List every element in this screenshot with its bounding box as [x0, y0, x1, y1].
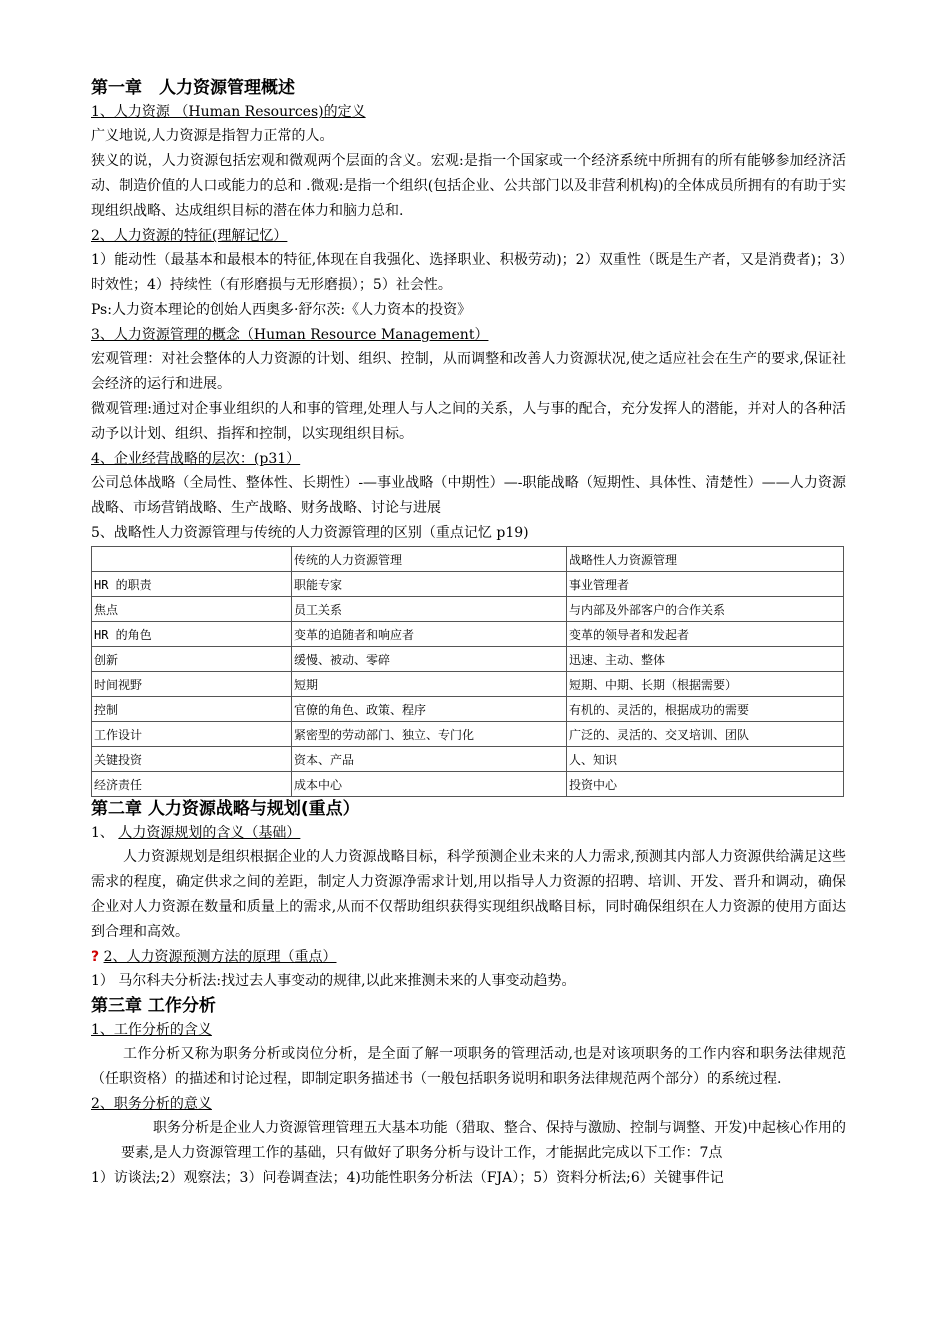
table-row	[92, 647, 844, 672]
table-header-cell: 战略性人力资源管理	[567, 547, 844, 572]
table-header-cell	[92, 547, 292, 572]
table-cell: 事业管理者	[567, 572, 844, 597]
ch1-s3-paragraph-1: 宏观管理：对社会整体的人力资源的计划、组织、控制，从而调整和改善人力资源状况,使之适应社会在生产的要求,保证社会经济的运行和进展。	[91, 351, 846, 392]
ch3-section-2-heading: 2、职务分析的意义	[91, 1096, 212, 1112]
table-cell: 紧密型的劳动部门、独立、专门化	[292, 722, 567, 747]
question-mark-icon: ?	[91, 949, 100, 965]
table-cell: 变革的追随者和响应者	[292, 622, 567, 647]
ch3-section-1-heading: 1、工作分析的含义	[91, 1022, 212, 1038]
ch2-s2-title: 2、人力资源预测方法的原理（重点）	[103, 949, 337, 965]
table-header-row	[92, 547, 844, 572]
table-cell: HR 的角色	[92, 622, 292, 647]
chapter-1-title: 第一章 人力资源管理概述	[91, 78, 295, 98]
table-cell: 官僚的角色、政策、程序	[292, 697, 567, 722]
ch2-s1-title: 人力资源规划的含义（基础）	[118, 825, 301, 841]
chapter-2-title: 第二章 人力资源战略与规划(重点）	[91, 799, 360, 819]
ch2-s2-paragraph-1: 1） 马尔科夫分析法:找过去人事变动的规律,以此来推测未来的人事变动趋势。	[91, 973, 576, 989]
table-cell: 迅速、主动、整体	[567, 647, 844, 672]
ch2-section-1-heading	[91, 821, 846, 845]
table-cell: 员工关系	[292, 597, 567, 622]
table-cell: 有机的、灵活的，根据成功的需要	[567, 697, 844, 722]
table-row	[92, 672, 844, 697]
table-cell: 与内部及外部客户的合作关系	[567, 597, 844, 622]
table-cell: 人、知识	[567, 747, 844, 772]
table-cell: 资本、产品	[292, 747, 567, 772]
ch3-s1-paragraph-1: 工作分析又称为职务分析或岗位分析，是全面了解一项职务的管理活动,也是对该项职务的工作内容和职务法律规范（任职资格）的描述和讨论过程，即制定职务描述书（一般包括职务说明和职务法律规范两个部分）的系统过程.	[91, 1046, 846, 1087]
table-cell: 时间视野	[92, 672, 292, 697]
table-cell: 控制	[92, 697, 292, 722]
ch1-s4-paragraph-1: 公司总体战略（全局性、整体性、长期性）-—事业战略（中期性）—-职能战略（短期性、具体性、清楚性）——人力资源战略、市场营销战略、生产战略、财务战略、讨论与进展	[91, 475, 846, 516]
table-cell: 关键投资	[92, 747, 292, 772]
table-header-cell: 传统的人力资源管理	[292, 547, 567, 572]
ch1-section-5-heading: 5、战略性人力资源管理与传统的人力资源管理的区别（重点记忆 p19)	[91, 525, 529, 541]
ch1-s1-paragraph-1: 广义地说,人力资源是指智力正常的人。	[91, 128, 334, 144]
table-cell: 缓慢、被动、零碎	[292, 647, 567, 672]
table-cell: 创新	[92, 647, 292, 672]
ch3-s2-paragraph-1: 职务分析是企业人力资源管理管理五大基本功能（猎取、整合、保持与激励、控制与调整、开发)中起核心作用的要素,是人力资源管理工作的基础，只有做好了职务分析与设计工作，才能据此完成以下工作：7点	[121, 1120, 846, 1161]
ch1-section-2-heading: 2、人力资源的特征(理解记忆）	[91, 228, 288, 244]
ch1-section-3-heading: 3、人力资源管理的概念（Human Resource Management）	[91, 327, 489, 343]
ch1-section-1-heading: 1、人力资源 （Human Resources)的定义	[91, 104, 366, 120]
table-row	[92, 622, 844, 647]
ch1-s2-paragraph-1: 1）能动性（最基本和最根本的特征,体现在自我强化、选择职业、积极劳动)；2）双重性（既是生产者，又是消费者)；3）时效性；4）持续性（有形磨损与无形磨损）；5）社会性。	[91, 252, 846, 293]
ch1-s1-paragraph-2: 狭义的说，人力资源包括宏观和微观两个层面的含义。宏观:是指一个国家或一个经济系统中所拥有的所有能够参加经济活动、制造价值的人口或能力的总和 .微观:是指一个组织(包括企业、公共部门以及非营利机构)的全体成员所拥有的有助于实现组织战略、达成组织目标的潜在体力和脑力总和.	[91, 153, 846, 219]
ch1-s3-paragraph-2: 微观管理:通过对企事业组织的人和事的管理,处理人与人之间的关系，人与事的配合，充分发挥人的潜能，并对人的各种活动予以计划、组织、指挥和控制，以实现组织目标。	[91, 401, 846, 442]
table-cell: 成本中心	[292, 772, 567, 797]
table-cell: 变革的领导者和发起者	[567, 622, 844, 647]
document-page	[91, 76, 846, 1191]
table-row	[92, 722, 844, 747]
table-cell: 短期	[292, 672, 567, 697]
ch3-s2-paragraph-2: 1）访谈法;2）观察法；3）问卷调查法；4)功能性职务分析法（FJA）；5）资料分析法;6）关键事件记	[91, 1170, 724, 1186]
ch2-section-2-heading	[91, 945, 846, 969]
hr-comparison-table	[91, 546, 844, 797]
table-cell: 经济责任	[92, 772, 292, 797]
chapter-3-title: 第三章 工作分析	[91, 996, 216, 1016]
table-cell: 工作设计	[92, 722, 292, 747]
table-cell: 职能专家	[292, 572, 567, 597]
table-row	[92, 697, 844, 722]
table-row	[92, 772, 844, 797]
table-row	[92, 572, 844, 597]
table-cell: 广泛的、灵活的、交叉培训、团队	[567, 722, 844, 747]
table-cell: 短期、中期、长期（根据需要）	[567, 672, 844, 697]
table-row	[92, 597, 844, 622]
ch1-section-4-heading: 4、企业经营战略的层次：(p31）	[91, 451, 301, 467]
table-cell: HR 的职责	[92, 572, 292, 597]
table-cell: 投资中心	[567, 772, 844, 797]
table-row	[92, 747, 844, 772]
ch2-s1-paragraph-1: 人力资源规划是组织根据企业的人力资源战略目标，科学预测企业未来的人力需求,预测其内部人力资源供给满足这些需求的程度，确定供求之间的差距，制定人力资源净需求计划,用以指导人力资源的招聘、培训、开发、晋升和调动，确保企业对人力资源在数量和质量上的需求,从而不仅帮助组织获得实现组织战略目标，同时确保组织在人力资源的使用方面达到合理和高效。	[91, 849, 846, 940]
ch2-s1-number: 1、	[91, 825, 119, 841]
ch1-s2-paragraph-2: Ps:人力资本理论的创始人西奥多·舒尔茨:《人力资本的投资》	[91, 302, 472, 318]
table-cell: 焦点	[92, 597, 292, 622]
